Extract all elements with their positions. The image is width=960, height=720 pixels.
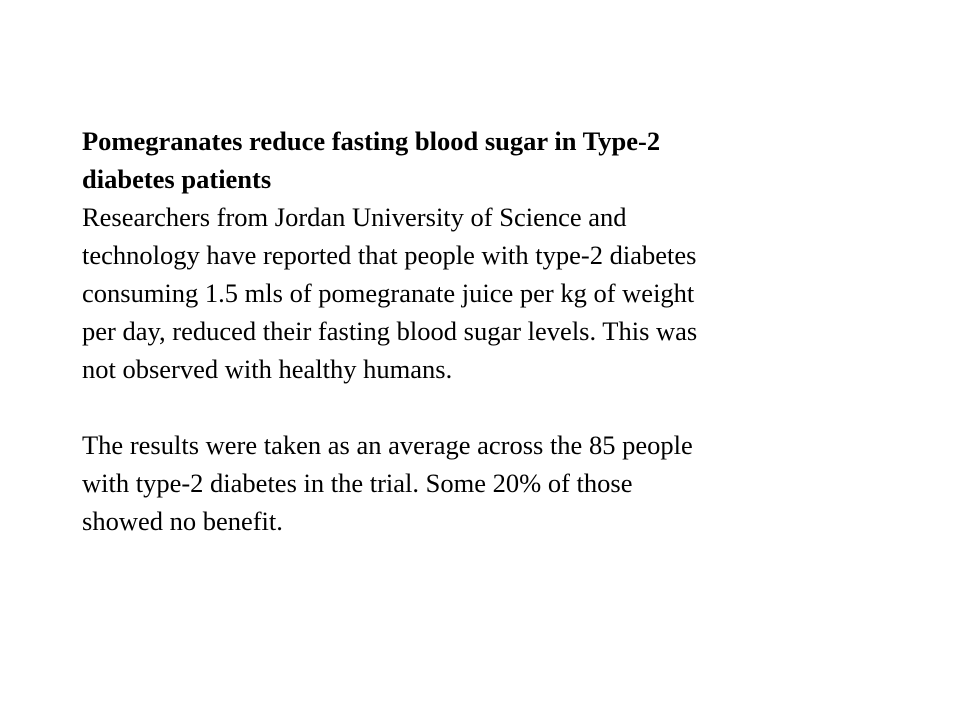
paragraph-line: The results were taken as an average across the 85 people	[82, 430, 693, 460]
paragraph-spacer	[82, 388, 882, 426]
paragraph-line: with type-2 diabetes in the trial. Some 20% of those	[82, 468, 633, 498]
paragraph-research	[82, 198, 882, 388]
title-line: diabetes patients	[82, 164, 272, 194]
paragraph-results	[82, 426, 882, 540]
slide-content	[82, 122, 882, 540]
paragraph-line: not observed with healthy humans.	[82, 354, 453, 384]
title-line: Pomegranates reduce fasting blood sugar in Type-2	[82, 126, 661, 156]
paragraph-line: per day, reduced their fasting blood sugar levels. This was	[82, 316, 698, 346]
paragraph-line: consuming 1.5 mls of pomegranate juice per kg of weight	[82, 278, 695, 308]
slide-title	[82, 122, 882, 198]
paragraph-line: technology have reported that people with type-2 diabetes	[82, 240, 697, 270]
paragraph-line: Researchers from Jordan University of Science and	[82, 202, 627, 232]
paragraph-line: showed no benefit.	[82, 506, 283, 536]
